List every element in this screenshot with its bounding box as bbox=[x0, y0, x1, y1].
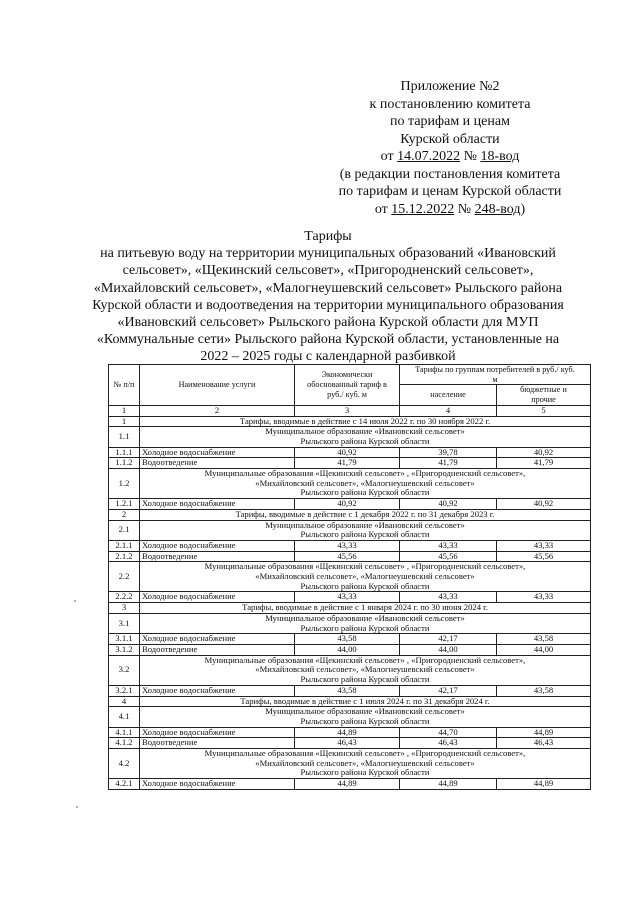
column-number: 3 bbox=[295, 405, 400, 416]
table-row bbox=[109, 540, 591, 551]
municipality-line: «Михайловский сельсовет», «Малогнеушевский сельсовет» bbox=[255, 571, 475, 582]
municipality-name bbox=[140, 427, 591, 447]
population-tariff-value: 44,89 bbox=[400, 779, 497, 790]
group-number: 3.1 bbox=[109, 613, 140, 633]
budget-tariff-value: 46,43 bbox=[497, 738, 591, 749]
population-tariff-value: 44,00 bbox=[400, 644, 497, 655]
population-tariff-value: 39,78 bbox=[400, 447, 497, 458]
population-tariff-value: 40,92 bbox=[400, 499, 497, 510]
appendix-date-line bbox=[300, 148, 600, 166]
municipality-group-row bbox=[109, 427, 591, 447]
table-row bbox=[109, 447, 591, 458]
municipality-name bbox=[140, 562, 591, 592]
scan-speck bbox=[76, 806, 78, 808]
header-service: Наименование услуги bbox=[140, 365, 295, 406]
header-population: население bbox=[400, 385, 497, 405]
table-row bbox=[109, 634, 591, 645]
appendix-block bbox=[300, 78, 600, 218]
title-line: сельсовет», «Щекинский сельсовет», «Пригородненский сельсовет», bbox=[122, 263, 534, 279]
municipality-line: Рыльского района Курской области bbox=[300, 529, 430, 540]
row-number: 3.2.1 bbox=[109, 685, 140, 696]
period-row bbox=[109, 509, 591, 520]
municipality-group-row bbox=[109, 562, 591, 592]
column-number: 5 bbox=[497, 405, 591, 416]
municipality-group-row bbox=[109, 469, 591, 499]
municipality-line: «Михайловский сельсовет», «Малогнеушевский сельсовет» bbox=[255, 664, 475, 675]
row-number: 3.1.2 bbox=[109, 644, 140, 655]
group-number: 1.2 bbox=[109, 469, 140, 499]
budget-tariff-value: 40,92 bbox=[497, 447, 591, 458]
title-line: Курской области и водоотведения на территории муниципального образования bbox=[92, 297, 564, 313]
row-number: 2.1.2 bbox=[109, 551, 140, 562]
municipality-line: Муниципальное образование «Ивановский сельсовет» bbox=[265, 519, 465, 530]
num-sign: № bbox=[460, 149, 481, 164]
municipality-group-row bbox=[109, 613, 591, 633]
date-prefix: от bbox=[380, 149, 398, 164]
row-number: 4.2.1 bbox=[109, 779, 140, 790]
edition-close: ) bbox=[520, 201, 526, 217]
population-tariff-value: 41,79 bbox=[400, 458, 497, 469]
table-header-row bbox=[109, 365, 591, 385]
column-number: 2 bbox=[140, 405, 295, 416]
econ-tariff-value: 44,00 bbox=[295, 644, 400, 655]
municipality-line: Муниципальное образование «Ивановский сельсовет» bbox=[265, 706, 465, 717]
edition-date-line bbox=[300, 201, 600, 219]
municipality-name bbox=[140, 613, 591, 633]
table-row bbox=[109, 499, 591, 510]
period-row bbox=[109, 696, 591, 707]
row-number: 1.1.1 bbox=[109, 447, 140, 458]
table-row bbox=[109, 551, 591, 562]
municipality-name bbox=[140, 520, 591, 540]
municipality-line: Муниципальное образование «Ивановский сельсовет» bbox=[265, 426, 465, 437]
budget-tariff-value: 43,33 bbox=[497, 592, 591, 603]
appendix-title: Приложение №2 bbox=[400, 79, 500, 94]
header-budget: бюджетные и прочие bbox=[497, 385, 591, 405]
tariff-table-body bbox=[109, 365, 591, 790]
econ-tariff-value: 43,33 bbox=[295, 540, 400, 551]
municipality-group-row bbox=[109, 655, 591, 685]
municipality-line: Муниципальные образования «Щекинский сельсовет» , «Пригородненский сельсовет», bbox=[204, 748, 526, 759]
resolution-date: 14.07.2022 bbox=[397, 149, 461, 164]
num-sign: № bbox=[454, 201, 475, 217]
period-row bbox=[109, 603, 591, 614]
municipality-line: Муниципальные образования «Щекинский сельсовет» , «Пригородненский сельсовет», bbox=[204, 561, 526, 572]
econ-tariff-value: 45,56 bbox=[295, 551, 400, 562]
budget-tariff-value: 44,89 bbox=[497, 727, 591, 738]
title-line: «Ивановский сельсовет» Рыльского района Курской области для МУП bbox=[117, 315, 539, 331]
row-number: 1.1.2 bbox=[109, 458, 140, 469]
municipality-name bbox=[140, 707, 591, 727]
row-number: 4.1.2 bbox=[109, 738, 140, 749]
period-title: Тарифы, вводимые в действие с 1 декабря 2022 г. по 31 декабря 2023 г. bbox=[140, 509, 591, 520]
title-line: «Михайловский сельсовет», «Малогнеушевский сельсовет» Рыльского района bbox=[93, 280, 563, 296]
service-name: Холодное водоснабжение bbox=[140, 685, 295, 696]
econ-tariff-value: 40,92 bbox=[295, 447, 400, 458]
group-number: 4.2 bbox=[109, 749, 140, 779]
table-row bbox=[109, 727, 591, 738]
municipality-group-row bbox=[109, 520, 591, 540]
service-name: Водоотведение bbox=[140, 458, 295, 469]
appendix-line: Курской области bbox=[400, 131, 500, 147]
municipality-group-row bbox=[109, 707, 591, 727]
period-number: 1 bbox=[109, 416, 140, 427]
table-row bbox=[109, 738, 591, 749]
budget-tariff-value: 44,89 bbox=[497, 779, 591, 790]
column-number: 4 bbox=[400, 405, 497, 416]
edition-date: 15.12.2022 bbox=[391, 201, 455, 217]
service-name: Холодное водоснабжение bbox=[140, 540, 295, 551]
table-row bbox=[109, 685, 591, 696]
municipality-line: Муниципальное образование «Ивановский сельсовет» bbox=[265, 612, 465, 623]
table-row bbox=[109, 458, 591, 469]
period-number: 2 bbox=[109, 509, 140, 520]
budget-tariff-value: 45,56 bbox=[497, 551, 591, 562]
document-heading: Тарифы bbox=[304, 229, 352, 244]
service-name: Водоотведение bbox=[140, 551, 295, 562]
budget-tariff-value: 43,33 bbox=[497, 540, 591, 551]
service-name: Водоотведение bbox=[140, 738, 295, 749]
table-row bbox=[109, 779, 591, 790]
econ-tariff-value: 43,58 bbox=[295, 685, 400, 696]
population-tariff-value: 42,17 bbox=[400, 634, 497, 645]
edition-number: 248-вод bbox=[474, 201, 521, 217]
row-number: 1.2.1 bbox=[109, 499, 140, 510]
municipality-line: Рыльского района Курской области bbox=[300, 487, 430, 498]
header-consumer-groups: Тарифы по группам потребителей в руб./ куб. м bbox=[400, 365, 591, 385]
budget-tariff-value: 44,00 bbox=[497, 644, 591, 655]
municipality-line: Рыльского района Курской области bbox=[300, 435, 430, 446]
budget-tariff-value: 41,79 bbox=[497, 458, 591, 469]
period-title: Тарифы, вводимые в действие с 14 июля 2022 г. по 30 ноября 2022 г. bbox=[140, 416, 591, 427]
municipality-line: Муниципальные образования «Щекинский сельсовет» , «Пригородненский сельсовет», bbox=[204, 468, 526, 479]
population-tariff-value: 43,33 bbox=[400, 540, 497, 551]
budget-tariff-value: 43,58 bbox=[497, 634, 591, 645]
population-tariff-value: 46,43 bbox=[400, 738, 497, 749]
econ-tariff-value: 41,79 bbox=[295, 458, 400, 469]
econ-tariff-value: 43,58 bbox=[295, 634, 400, 645]
column-number: 1 bbox=[109, 405, 140, 416]
service-name: Холодное водоснабжение bbox=[140, 727, 295, 738]
document-title-block bbox=[78, 228, 578, 366]
municipality-line: Рыльского района Курской области bbox=[300, 674, 430, 685]
table-row bbox=[109, 592, 591, 603]
appendix-line: по тарифам и ценам bbox=[390, 114, 510, 129]
service-name: Водоотведение bbox=[140, 644, 295, 655]
municipality-line: Муниципальные образования «Щекинский сельсовет» , «Пригородненский сельсовет», bbox=[204, 654, 526, 665]
appendix-line: к постановлению комитета bbox=[369, 96, 531, 112]
municipality-line: Рыльского района Курской области bbox=[300, 767, 430, 778]
service-name: Холодное водоснабжение bbox=[140, 447, 295, 458]
table-row bbox=[109, 644, 591, 655]
row-number: 4.1.1 bbox=[109, 727, 140, 738]
service-name: Холодное водоснабжение bbox=[140, 499, 295, 510]
column-number-row bbox=[109, 405, 591, 416]
resolution-number: 18-вод bbox=[480, 149, 520, 164]
econ-tariff-value: 43,33 bbox=[295, 592, 400, 603]
group-number: 4.1 bbox=[109, 707, 140, 727]
municipality-name bbox=[140, 749, 591, 779]
econ-tariff-value: 40,92 bbox=[295, 499, 400, 510]
tariff-table bbox=[108, 364, 591, 790]
population-tariff-value: 44,70 bbox=[400, 727, 497, 738]
budget-tariff-value: 40,92 bbox=[497, 499, 591, 510]
group-number: 2.1 bbox=[109, 520, 140, 540]
econ-tariff-value: 44,89 bbox=[295, 779, 400, 790]
municipality-line: Рыльского района Курской области bbox=[300, 622, 430, 633]
title-line: 2022 – 2025 годы с календарной разбивкой bbox=[200, 349, 456, 365]
header-num: № п/п bbox=[109, 365, 140, 406]
date-prefix: от bbox=[374, 201, 392, 217]
group-number: 3.2 bbox=[109, 655, 140, 685]
group-number: 2.2 bbox=[109, 562, 140, 592]
service-name: Холодное водоснабжение bbox=[140, 592, 295, 603]
municipality-name bbox=[140, 469, 591, 499]
period-number: 3 bbox=[109, 603, 140, 614]
title-line: «Коммунальные сети» Рыльского района Курской области, установленные на bbox=[96, 332, 560, 348]
municipality-group-row bbox=[109, 749, 591, 779]
scan-speck bbox=[74, 600, 76, 602]
period-number: 4 bbox=[109, 696, 140, 707]
budget-tariff-value: 43,58 bbox=[497, 685, 591, 696]
municipality-line: «Михайловский сельсовет», «Малогнеушевский сельсовет» bbox=[255, 757, 475, 768]
municipality-line: Рыльского района Курской области bbox=[300, 715, 430, 726]
header-econ-tariff: Экономически обоснованный тариф в руб./ куб. м bbox=[295, 365, 400, 406]
group-number: 1.1 bbox=[109, 427, 140, 447]
service-name: Холодное водоснабжение bbox=[140, 779, 295, 790]
period-title: Тарифы, вводимые в действие с 1 июля 2024 г. по 31 декабря 2024 г. bbox=[140, 696, 591, 707]
edition-line: по тарифам и ценам Курской области bbox=[338, 184, 562, 199]
municipality-name bbox=[140, 655, 591, 685]
econ-tariff-value: 44,89 bbox=[295, 727, 400, 738]
row-number: 2.2.2 bbox=[109, 592, 140, 603]
service-name: Холодное водоснабжение bbox=[140, 634, 295, 645]
municipality-line: Рыльского района Курской области bbox=[300, 580, 430, 591]
period-row bbox=[109, 416, 591, 427]
population-tariff-value: 42,17 bbox=[400, 685, 497, 696]
title-line: на питьевую воду на территории муниципальных образований «Ивановский bbox=[100, 246, 556, 262]
econ-tariff-value: 46,43 bbox=[295, 738, 400, 749]
population-tariff-value: 45,56 bbox=[400, 551, 497, 562]
period-title: Тарифы, вводимые в действие с 1 января 2024 г. по 30 июня 2024 г. bbox=[140, 603, 591, 614]
row-number: 2.1.1 bbox=[109, 540, 140, 551]
row-number: 3.1.1 bbox=[109, 634, 140, 645]
edition-line: (в редакции постановления комитета bbox=[339, 166, 561, 182]
population-tariff-value: 43,33 bbox=[400, 592, 497, 603]
municipality-line: «Михайловский сельсовет», «Малогнеушевский сельсовет» bbox=[255, 477, 475, 488]
